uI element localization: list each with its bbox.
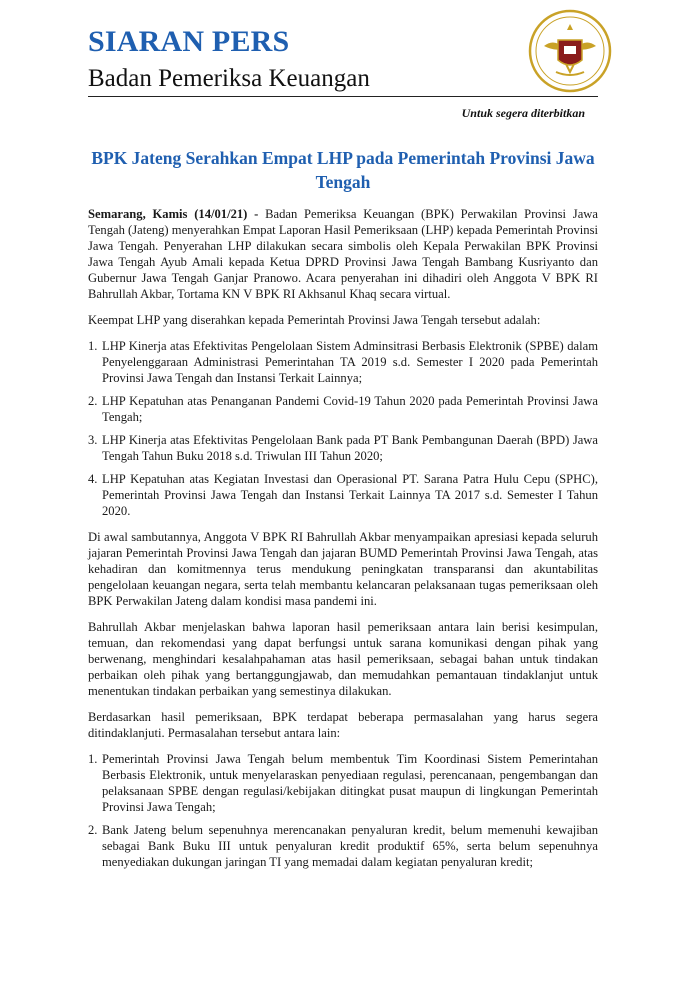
list-item [88, 393, 598, 425]
list-item [88, 751, 598, 815]
organization-name: Badan Pemeriksa Keuangan [88, 65, 370, 92]
list-item [88, 471, 598, 519]
list-number: 1. [88, 339, 98, 353]
list-item-text: Pemerintah Provinsi Jawa Tengah belum membentuk Tim Koordinasi Sistem Pemerintahan Berbasis Elektronik, untuk menyelaraskan penyediaan regulasi, perencanaan, pengembangan dan pelaksanaan SPBE dengan regulasi/kebijakan ditingkat pusat maupun di lingkungan Pemerintah Provinsi Jawa Tengah; [102, 752, 598, 814]
list1-intro: Keempat LHP yang diserahkan kepada Pemerintah Provinsi Jawa Tengah tersebut adalah: [88, 313, 541, 327]
list-number: 3. [88, 433, 98, 447]
press-release-title: SIARAN PERS [88, 25, 290, 58]
tagline: Untuk segera diterbitkan [461, 106, 585, 120]
header-divider [88, 96, 598, 97]
list-item [88, 432, 598, 464]
list-item [88, 822, 598, 870]
list-number: 4. [88, 472, 98, 486]
list-item-text: LHP Kepatuhan atas Kegiatan Investasi dan Operasional PT. Sarana Patra Hulu Cepu (SPHC), Pemerintah Provinsi Jawa Tengah dan Instansi Terkait Lainnya TA 2017 s.d. Semester I Tahun 2020. [102, 472, 598, 518]
lhp-list [88, 338, 598, 519]
list-number: 1. [88, 752, 98, 766]
list-number: 2. [88, 394, 98, 408]
list-item-text: Bank Jateng belum sepenuhnya merencanakan penyaluran kredit, belum memenuhi kewajiban sebagai Bank Buku III untuk penyaluran kredit produktif 65%, serta belum sepenuhnya menyediakan dukungan jaringan TI yang memadai dalam kegiatan penyaluran kredit; [102, 823, 598, 869]
list2-intro: Berdasarkan hasil pemeriksaan, BPK terdapat beberapa permasalahan yang harus segera ditindaklanjuti. Permasalahan tersebut antara lain: [88, 710, 598, 740]
list-item [88, 338, 598, 386]
garuda-emblem-icon [528, 6, 612, 96]
penjelasan-paragraph: Bahrullah Akbar menjelaskan bahwa laporan hasil pemeriksaan antara lain berisi kesimpulan, temuan, dan rekomendasi yang dapat berfungsi untuk sarana komunikasi dengan pihak yang berwenang, menghindari kesalahpahaman atas hasil pemeriksaan, sebagai bahan untuk tindakan perbaikan oleh pihak yang bertanggungjawab, dan memudahkan pemantauan tindaklanjut untuk menentukan tindakan perbaikan yang semestinya dilakukan. [88, 620, 598, 698]
list-number: 2. [88, 823, 98, 837]
list-item-text: LHP Kinerja atas Efektivitas Pengelolaan Sistem Adminsitrasi Berbasis Elektronik (SPBE) dalam Penyelenggaraan Administrasi Pemerintahan TA 2019 s.d. Semester I 2020 pada Pemerintah Provinsi Jawa Tengah dan Instansi Terkait Lainnya; [102, 339, 598, 385]
intro-paragraph [88, 206, 598, 302]
list-item-text: LHP Kepatuhan atas Penanganan Pandemi Covid-19 Tahun 2020 pada Pemerintah Provinsi Jawa Tengah; [102, 394, 598, 424]
document-body [88, 206, 598, 880]
issues-list [88, 751, 598, 870]
document-title: BPK Jateng Serahkan Empat LHP pada Pemerintah Provinsi Jawa Tengah [91, 148, 595, 192]
intro-text: Badan Pemeriksa Keuangan (BPK) Perwakilan Provinsi Jawa Tengah (Jateng) menyerahkan Empat Laporan Hasil Pemeriksaan (LHP) kepada Pemerintah Provinsi Jawa Tengah. Penyerahan LHP dilakukan secara simbolis oleh Kepala Perwakilan BPK Provinsi Jawa Tengah Ayub Amali kepada Ketua DPRD Provinsi Jawa Tengah Bambang Kusriyanto dan Gubernur Jawa Tengah Ganjar Pranowo. Acara penyerahan ini dihadiri oleh Anggota V BPK RI Bahrullah Akbar, Tortama KN V BPK RI Akhsanul Khaq secara virtual. [88, 207, 598, 301]
dateline: Semarang, Kamis (14/01/21) - [88, 207, 259, 221]
list-item-text: LHP Kinerja atas Efektivitas Pengelolaan Bank pada PT Bank Pembangunan Daerah (BPD) Jawa Tengah Tahun Buku 2018 s.d. Triwulan III Tahun 2020; [102, 433, 598, 463]
sambutan-paragraph: Di awal sambutannya, Anggota V BPK RI Bahrullah Akbar menyampaikan apresiasi kepada seluruh jajaran Pemerintah Provinsi Jawa Tengah dan jajaran BUMD Pemerintah Provinsi Jawa Tengah, atas kehadiran dan komitmennya terus mendukung peningkatan transparansi dan akuntabilitas pengelolaan keuangan negara, serta telah membantu kelancaran pelaksanaan tugas pemeriksaan oleh BPK Perwakilan Jateng dalam kondisi masa pandemi ini. [88, 530, 598, 608]
